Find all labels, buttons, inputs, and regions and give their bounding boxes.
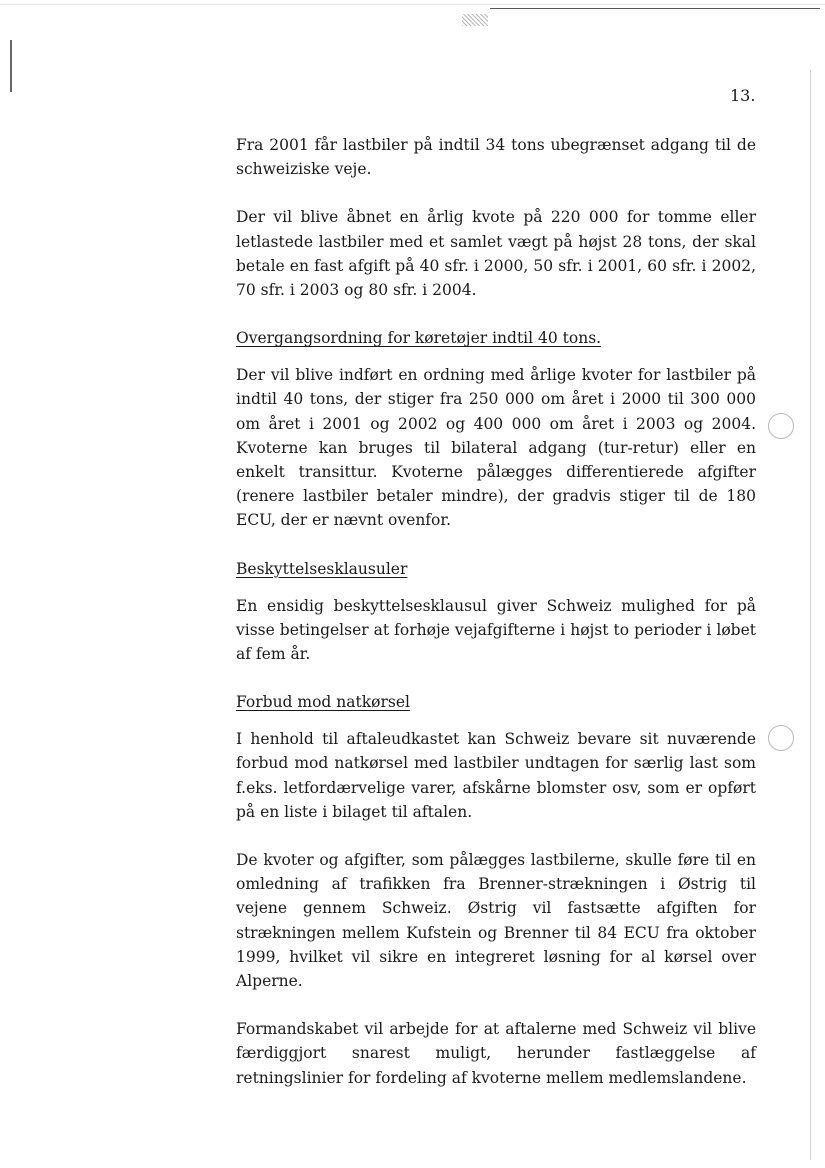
paragraph-annual-quota: Der vil blive åbnet en årlig kvote på 220 000 for tomme eller letlastede lastbiler med et samlet vægt på højst 28 tons, der skal betale en fast afgift på 40 sfr. i 2000, 50 sfr. i 2001, 60 sfr. i 2002, 70 sfr. i 2003 og 80 sfr. i 2004.	[236, 208, 756, 300]
document-body	[236, 133, 756, 1114]
paragraph-beskyttelsesklausuler: En ensidig beskyttelsesklausul giver Schweiz mulighed for på visse betingelser at forhøje vejafgifterne i højst to perioder i løbet af fem år.	[236, 596, 756, 664]
scan-artifact	[462, 14, 488, 26]
scan-edge-right	[810, 70, 811, 1160]
heading-overgangsordning: Overgangsordning for køretøjer indtil 40 tons.	[236, 329, 602, 348]
scan-edge-left	[10, 40, 12, 92]
paragraph-kvoter-afgifter: De kvoter og afgifter, som pålægges lastbilerne, skulle føre til en omledning af trafikken fra Brenner-strækningen i Østrig til vejene gennem Schweiz. Østrig vil fastsætte afgiften for strækningen mellem Kufstein og Brenner til 84 ECU fra oktober 1999, hvilket vil sikre en integreret løsning for al kørsel over Alperne.	[236, 851, 756, 991]
punch-hole-lower	[768, 725, 794, 751]
paragraph-natkoersel: I henhold til aftaleudkastet kan Schweiz bevare sit nuværende forbud mod natkørsel med lastbiler undtagen for særlig last som f.eks. letfordærvelige varer, afskårne blomster osv, som er opført på en liste i bilaget til aftalen.	[236, 730, 756, 821]
punch-hole-upper	[768, 413, 794, 439]
heading-forbud-natkoersel: Forbud mod natkørsel	[236, 693, 410, 712]
paragraph-formandskabet: Formandskabet vil arbejde for at aftalerne med Schweiz vil blive færdiggjort snarest muligt, herunder fastlæggelse af retningslinier for fordeling af kvoterne mellem medlemslandene.	[236, 1020, 756, 1087]
paragraph-unlimited-access: Fra 2001 får lastbiler på indtil 34 tons ubegrænset adgang til de schweiziske veje.	[236, 136, 756, 179]
scan-edge-top-faint	[0, 4, 825, 5]
paragraph-overgangsordning: Der vil blive indført en ordning med årlige kvoter for lastbiler på indtil 40 tons, der stiger fra 250 000 om året i 2000 til 300 000 om året i 2001 og 2002 og 400 000 om året i 2003 og 2004. Kvoterne kan bruges til bilateral adgang (tur-retur) eller en enkelt transittur. Kvoterne pålægges differentierede afgifter (renere lastbiler betaler mindre), der gradvis stiger til de 180 ECU, der er nævnt ovenfor.	[236, 366, 756, 530]
heading-beskyttelsesklausuler: Beskyttelsesklausuler	[236, 559, 408, 578]
page-number: 13.	[730, 86, 756, 105]
scan-edge-top	[490, 8, 820, 9]
